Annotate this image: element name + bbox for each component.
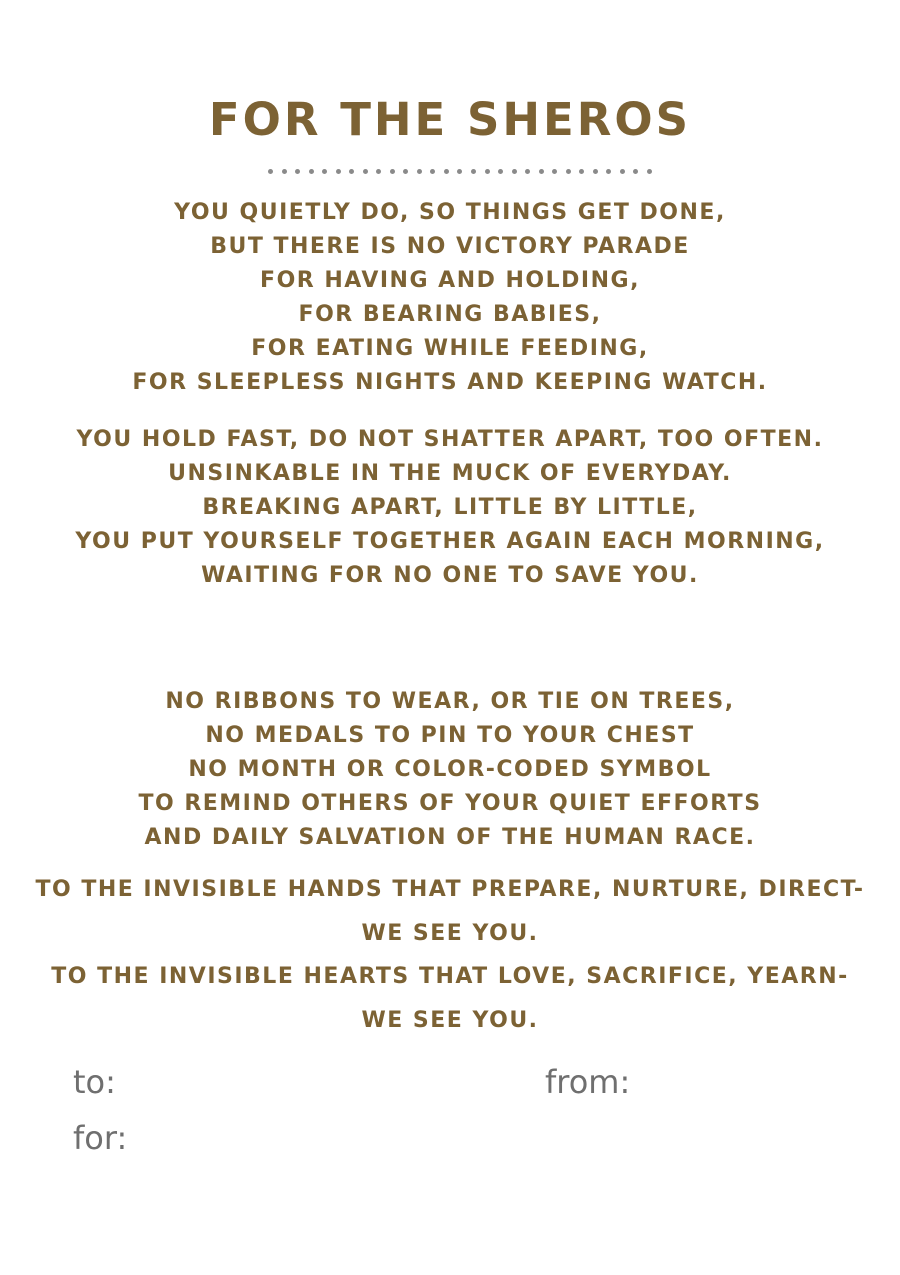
stanza-line: BUT THERE IS NO VICTORY PARADE [210, 234, 690, 259]
divider-dot [647, 169, 652, 174]
divider-dot [349, 169, 354, 174]
divider-dot [282, 169, 287, 174]
divider-dot [457, 169, 462, 174]
divider-dot [525, 169, 530, 174]
stanza-line: FOR SLEEPLESS NIGHTS AND KEEPING WATCH. [132, 370, 768, 395]
divider-dot [485, 169, 490, 174]
divider-dot [566, 169, 571, 174]
divider-dot [376, 169, 381, 174]
to-label: to: [73, 1063, 116, 1101]
divider-dot [336, 169, 341, 174]
stanza-line: TO THE INVISIBLE HANDS THAT PREPARE, NURTURE, DIRECT- [35, 877, 865, 902]
divider-dot [471, 169, 476, 174]
for-label: for: [73, 1119, 128, 1157]
divider-dot [606, 169, 611, 174]
stanza-line: WAITING FOR NO ONE TO SAVE YOU. [201, 563, 699, 588]
dotted-divider [268, 166, 652, 176]
divider-dot [403, 169, 408, 174]
stanza-3 [0, 685, 900, 855]
stanza-line: TO REMIND OTHERS OF YOUR QUIET EFFORTS [138, 791, 762, 816]
divider-dot [390, 169, 395, 174]
stanza-line: BREAKING APART, LITTLE BY LITTLE, [202, 495, 698, 520]
poem-title: FOR THE SHEROS [208, 93, 692, 146]
stanza-line: YOU QUIETLY DO, SO THINGS GET DONE, [174, 200, 726, 225]
divider-dot [309, 169, 314, 174]
divider-dot [430, 169, 435, 174]
divider-dot [322, 169, 327, 174]
stanza-2 [0, 423, 900, 593]
stanza-line: YOU PUT YOURSELF TOGETHER AGAIN EACH MORNING, [75, 529, 825, 554]
divider-dot [633, 169, 638, 174]
divider-dot [552, 169, 557, 174]
stanza-line: FOR EATING WHILE FEEDING, [251, 336, 649, 361]
stanza-line: WE SEE YOU. [361, 1007, 539, 1033]
divider-dot [417, 169, 422, 174]
stanza-line: NO MONTH OR COLOR-CODED SYMBOL [188, 757, 712, 782]
stanza-4 [0, 868, 900, 1042]
from-label: from: [545, 1063, 631, 1101]
stanza-line: TO THE INVISIBLE HEARTS THAT LOVE, SACRIFICE, YEARN- [51, 964, 849, 989]
stanza-line: UNSINKABLE IN THE MUCK OF EVERYDAY. [168, 461, 732, 486]
stanza-line: NO RIBBONS TO WEAR, OR TIE ON TREES, [165, 689, 735, 714]
divider-dot [579, 169, 584, 174]
divider-dot [268, 169, 273, 174]
divider-dot [444, 169, 449, 174]
divider-dot [539, 169, 544, 174]
divider-dot [295, 169, 300, 174]
stanza-line: NO MEDALS TO PIN TO YOUR CHEST [205, 723, 695, 748]
stanza-line: WE SEE YOU. [361, 920, 539, 946]
stanza-line: YOU HOLD FAST, DO NOT SHATTER APART, TOO OFTEN. [76, 427, 824, 452]
stanza-line: FOR HAVING AND HOLDING, [260, 268, 640, 293]
stanza-1 [0, 196, 900, 400]
divider-dot [363, 169, 368, 174]
stanza-line: AND DAILY SALVATION OF THE HUMAN RACE. [144, 825, 756, 850]
divider-dot [593, 169, 598, 174]
divider-dot [512, 169, 517, 174]
divider-dot [498, 169, 503, 174]
stanza-line: FOR BEARING BABIES, [298, 302, 602, 327]
divider-dot [620, 169, 625, 174]
